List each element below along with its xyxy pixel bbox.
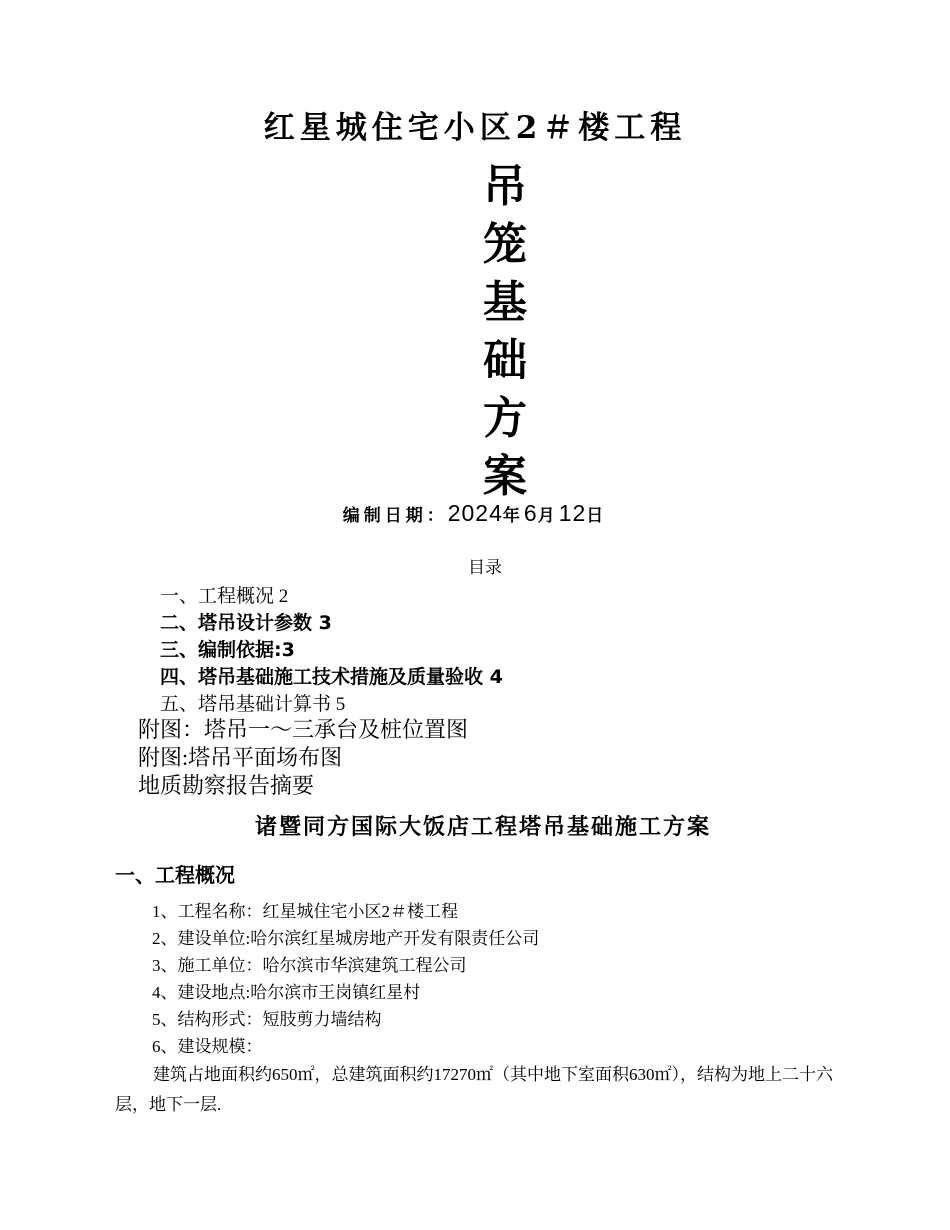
plan-subtitle: 诸暨同方国际大饭店工程塔吊基础施工方案 (254, 814, 711, 840)
info-item: 5、结构形式：短肢剪力墙结构 (152, 1010, 382, 1029)
toc-item[interactable]: 四、塔吊基础施工技术措施及质量验收 4 (160, 666, 503, 688)
document-title-vertical (465, 158, 545, 506)
date-label: 编制日期： (342, 506, 448, 526)
table-of-contents (160, 583, 503, 718)
info-item: 2、建设单位:哈尔滨红星城房地产开发有限责任公司 (152, 929, 540, 948)
toc-item[interactable]: 五、塔吊基础计算书 5 (160, 694, 346, 715)
toc-heading: 目录 (468, 558, 502, 577)
appendix-item: 附图:塔吊平面场布图 (138, 745, 343, 770)
info-item: 3、施工单位：哈尔滨市华滨建筑工程公司 (152, 956, 467, 975)
date-month: 6 (523, 500, 538, 526)
doc-title-char: 吊 (483, 161, 527, 212)
section-heading: 一、工程概况 (115, 863, 235, 887)
info-item: 1、工程名称：红星城住宅小区2＃楼工程 (152, 902, 458, 921)
scale-paragraph: 建筑占地面积约650㎡，总建筑面积约17270㎡（其中地下室面积630㎡），结构为地上二十六层，地下一层. (115, 1065, 833, 1114)
doc-title-char: 笼 (483, 219, 527, 270)
doc-title-char: 方 (483, 393, 527, 444)
date-day: 12 (558, 500, 587, 526)
appendix-item: 附图：塔吊一～三承台及桩位置图 (138, 717, 469, 742)
date-day-unit: 日 (586, 506, 608, 526)
project-title: 红星城住宅小区2＃楼工程 (263, 110, 687, 146)
toc-item[interactable]: 二、塔吊设计参数 3 (160, 612, 332, 634)
date-year-unit: 年 (502, 506, 524, 526)
date-month-unit: 月 (537, 506, 559, 526)
doc-title-char: 基 (483, 277, 527, 328)
toc-item[interactable]: 一、工程概况 2 (160, 586, 289, 607)
info-item: 4、建设地点:哈尔滨市王岗镇红星村 (152, 983, 421, 1002)
info-item: 6、建设规模： (152, 1037, 263, 1056)
doc-title-char: 础 (483, 335, 527, 386)
appendix-list (138, 716, 468, 800)
appendix-item: 地质勘察报告摘要 (138, 773, 315, 798)
date-year: 2024 (447, 500, 503, 526)
project-info-list (152, 898, 539, 1060)
toc-item[interactable]: 三、编制依据:3 (160, 639, 295, 661)
compile-date (0, 498, 950, 531)
doc-title-char: 案 (483, 451, 527, 502)
